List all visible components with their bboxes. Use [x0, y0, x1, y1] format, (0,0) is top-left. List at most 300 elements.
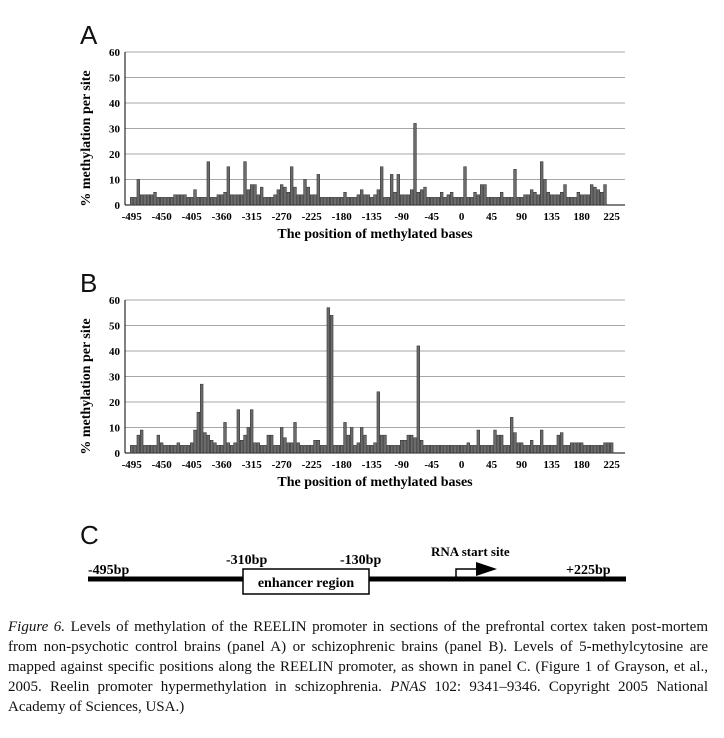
- bar: [227, 167, 230, 205]
- bar: [210, 197, 213, 205]
- bar: [237, 410, 240, 453]
- bar: [570, 197, 573, 205]
- caption-journal: PNAS: [390, 679, 427, 695]
- y-tick-label: 50: [109, 72, 120, 85]
- x-tick-label: -225: [301, 211, 322, 223]
- bar: [564, 445, 567, 453]
- bar: [597, 445, 600, 453]
- x-tick-label: 135: [543, 211, 560, 223]
- x-tick-label: 225: [603, 459, 620, 471]
- bar: [274, 445, 277, 453]
- bar: [484, 445, 487, 453]
- bar: [304, 180, 307, 206]
- x-tick-label: -450: [151, 459, 172, 471]
- bar: [277, 190, 280, 205]
- bar: [517, 197, 520, 205]
- bar: [327, 308, 330, 453]
- panel-c-label: C: [80, 520, 99, 550]
- bar: [287, 192, 290, 205]
- bar: [544, 180, 547, 206]
- bar: [200, 384, 203, 453]
- bar: [547, 445, 550, 453]
- bar: [230, 445, 233, 453]
- y-tick-label: 60: [109, 295, 120, 307]
- bar: [604, 185, 607, 205]
- bar: [410, 435, 413, 453]
- bar: [500, 192, 503, 205]
- bar: [490, 197, 493, 205]
- bar: [420, 440, 423, 453]
- bar: [324, 445, 327, 453]
- bar: [337, 445, 340, 453]
- bar: [514, 433, 517, 453]
- bar: [207, 435, 210, 453]
- bar: [304, 445, 307, 453]
- bar: [490, 445, 493, 453]
- bar: [384, 197, 387, 205]
- bar: [444, 445, 447, 453]
- bar: [454, 197, 457, 205]
- bar: [570, 443, 573, 453]
- bar: [550, 195, 553, 205]
- bar: [520, 197, 523, 205]
- bar: [434, 197, 437, 205]
- bar: [354, 445, 357, 453]
- bar: [337, 197, 340, 205]
- bar: [424, 187, 427, 205]
- bar: [527, 445, 530, 453]
- caption-text: Levels of methylation of the REELIN promoter in sections of the prefrontal cortex taken post-mortem from non-psychotic control brains (panel A) or schizophrenic brains (panel B). Levels of 5-methylcytosine are mapped against specific positions along the REELIN promoter, as shown in panel C. (Figure 1 of Grayson, et al., 2005. Reelin promoter hypermethylation in schizophrenia.: [8, 619, 708, 695]
- bar: [150, 195, 153, 205]
- bar: [234, 195, 237, 205]
- bar: [190, 443, 193, 453]
- arrow-head-icon: [476, 562, 497, 576]
- x-tick-label: -495: [121, 211, 142, 223]
- x-tick-label: -315: [241, 211, 262, 223]
- bar: [274, 195, 277, 205]
- bar: [254, 185, 257, 205]
- bar: [407, 435, 410, 453]
- bar: [420, 190, 423, 205]
- bar: [470, 445, 473, 453]
- bar: [334, 197, 337, 205]
- chart-panel-b: [70, 288, 630, 503]
- bar: [520, 443, 523, 453]
- bar: [534, 192, 537, 205]
- bar: [590, 445, 593, 453]
- bar: [284, 438, 287, 453]
- bar: [584, 445, 587, 453]
- bar: [254, 443, 257, 453]
- bar: [187, 445, 190, 453]
- bar: [257, 195, 260, 205]
- bar: [310, 195, 313, 205]
- x-tick-label: -135: [361, 459, 382, 471]
- y-axis-label: % methylation per site: [79, 70, 94, 207]
- bar: [330, 197, 333, 205]
- x-tick-label: -45: [424, 211, 440, 223]
- bar: [394, 192, 397, 205]
- bar: [530, 190, 533, 205]
- x-tick-label: -315: [241, 459, 262, 471]
- bar: [194, 190, 197, 205]
- figure-caption: [8, 617, 708, 717]
- bar: [257, 443, 260, 453]
- bar: [557, 195, 560, 205]
- bar: [244, 162, 247, 205]
- x-tick-label: 135: [543, 459, 560, 471]
- y-tick-label: 30: [109, 371, 120, 384]
- bar: [330, 315, 333, 453]
- bar: [290, 443, 293, 453]
- bar: [324, 197, 327, 205]
- panel-a-label: A: [80, 20, 98, 50]
- bar: [540, 162, 543, 205]
- bar: [504, 197, 507, 205]
- bar: [234, 443, 237, 453]
- bar: [440, 192, 443, 205]
- x-tick-label: -405: [181, 459, 202, 471]
- bar: [250, 185, 253, 205]
- bar: [140, 430, 143, 453]
- bar: [134, 445, 137, 453]
- bar: [607, 443, 610, 453]
- bar: [190, 197, 193, 205]
- bar: [530, 440, 533, 453]
- x-tick-label: -450: [151, 211, 172, 223]
- bar: [204, 433, 207, 453]
- bar: [370, 445, 373, 453]
- bar: [480, 185, 483, 205]
- x-tick-label: 0: [458, 459, 465, 471]
- bar: [217, 445, 220, 453]
- bar: [427, 197, 430, 205]
- bar: [170, 445, 173, 453]
- x-tick-label: -495: [121, 459, 142, 471]
- bar: [437, 197, 440, 205]
- bar: [267, 197, 270, 205]
- bar: [357, 195, 360, 205]
- bar: [527, 195, 530, 205]
- bar: [437, 445, 440, 453]
- bar: [377, 190, 380, 205]
- bar: [447, 195, 450, 205]
- bar: [404, 195, 407, 205]
- bar: [167, 197, 170, 205]
- bar: [300, 445, 303, 453]
- y-tick-label: 20: [109, 149, 120, 161]
- caption-text-end: 102: 9341–9346. Copyright 2005 National Academy of Sciences, USA.): [8, 679, 708, 715]
- bar: [157, 435, 160, 453]
- bar: [214, 197, 217, 205]
- y-tick-label: 30: [109, 123, 120, 136]
- x-axis-label: The position of methylated bases: [277, 475, 473, 490]
- bar: [580, 443, 583, 453]
- y-tick-label: 10: [109, 422, 120, 435]
- bar: [200, 197, 203, 205]
- y-tick-label: 0: [114, 200, 120, 212]
- x-tick-label: -360: [211, 459, 232, 471]
- bar: [370, 197, 373, 205]
- bar: [430, 197, 433, 205]
- bar: [600, 445, 603, 453]
- x-tick-label: -360: [211, 211, 232, 223]
- bar: [397, 445, 400, 453]
- bar: [224, 192, 227, 205]
- bar: [504, 445, 507, 453]
- bar: [164, 445, 167, 453]
- enhancer-start-label: -310bp: [226, 553, 268, 568]
- promoter-diagram: [0, 535, 724, 605]
- x-tick-label: 180: [573, 211, 590, 223]
- bar: [414, 123, 417, 205]
- bar: [187, 197, 190, 205]
- bar: [460, 445, 463, 453]
- bar: [240, 195, 243, 205]
- bar: [270, 435, 273, 453]
- bar: [290, 167, 293, 205]
- bar: [580, 195, 583, 205]
- enhancer-label: enhancer region: [257, 576, 355, 591]
- bar: [270, 197, 273, 205]
- bar: [404, 440, 407, 453]
- bar: [387, 197, 390, 205]
- bar: [554, 445, 557, 453]
- bar: [300, 195, 303, 205]
- bar: [237, 195, 240, 205]
- bar: [160, 197, 163, 205]
- bar: [577, 443, 580, 453]
- bar: [204, 197, 207, 205]
- bar: [374, 195, 377, 205]
- bar: [464, 445, 467, 453]
- bar: [604, 443, 607, 453]
- bar: [560, 192, 563, 205]
- bar: [224, 422, 227, 453]
- bar: [587, 195, 590, 205]
- bar: [424, 445, 427, 453]
- bar: [317, 440, 320, 453]
- bar: [537, 445, 540, 453]
- x-tick-label: -135: [361, 211, 382, 223]
- bar: [347, 197, 350, 205]
- caption-figure-label: Figure 6.: [8, 619, 66, 635]
- bar: [457, 197, 460, 205]
- bar: [264, 445, 267, 453]
- bar: [364, 435, 367, 453]
- x-axis-label: The position of methylated bases: [277, 227, 473, 242]
- bar: [380, 167, 383, 205]
- bar: [454, 445, 457, 453]
- right-end-label: +225bp: [566, 563, 611, 578]
- bar: [440, 445, 443, 453]
- bar: [497, 197, 500, 205]
- bar: [280, 185, 283, 205]
- y-tick-label: 0: [114, 448, 120, 460]
- x-tick-label: 180: [573, 459, 590, 471]
- bar: [317, 174, 320, 205]
- bar: [610, 443, 613, 453]
- bar: [417, 346, 420, 453]
- bar: [464, 167, 467, 205]
- bar: [294, 187, 297, 205]
- bar: [540, 430, 543, 453]
- bar: [180, 195, 183, 205]
- x-tick-label: -270: [271, 211, 292, 223]
- y-tick-label: 40: [109, 346, 120, 358]
- bar: [247, 428, 250, 454]
- bar: [390, 445, 393, 453]
- bar: [177, 443, 180, 453]
- bar: [550, 445, 553, 453]
- bar: [477, 195, 480, 205]
- bar: [310, 445, 313, 453]
- bar: [364, 195, 367, 205]
- bar: [344, 422, 347, 453]
- bar: [287, 443, 290, 453]
- x-tick-label: -405: [181, 211, 202, 223]
- left-end-label: -495bp: [88, 563, 130, 578]
- bar: [217, 195, 220, 205]
- bar: [307, 187, 310, 205]
- bar: [600, 192, 603, 205]
- bar: [390, 174, 393, 205]
- bar: [134, 197, 137, 205]
- bar: [410, 190, 413, 205]
- x-tick-label: -270: [271, 459, 292, 471]
- bar: [177, 195, 180, 205]
- bar: [510, 197, 513, 205]
- bar: [320, 197, 323, 205]
- bar: [314, 440, 317, 453]
- bar: [537, 195, 540, 205]
- bar: [484, 185, 487, 205]
- bar: [280, 428, 283, 454]
- bar: [154, 192, 157, 205]
- x-tick-label: 90: [516, 211, 528, 223]
- bar: [567, 445, 570, 453]
- bar: [180, 445, 183, 453]
- bar: [260, 445, 263, 453]
- bar: [344, 192, 347, 205]
- bar: [487, 445, 490, 453]
- bar: [260, 187, 263, 205]
- bar: [164, 197, 167, 205]
- bar: [487, 197, 490, 205]
- bar: [294, 422, 297, 453]
- bar: [480, 445, 483, 453]
- bar: [354, 197, 357, 205]
- bar: [374, 443, 377, 453]
- bar: [297, 443, 300, 453]
- bar: [130, 445, 133, 453]
- bar: [154, 445, 157, 453]
- bar: [350, 197, 353, 205]
- bar: [227, 443, 230, 453]
- bar: [494, 430, 497, 453]
- x-tick-label: -180: [331, 211, 352, 223]
- bar: [384, 435, 387, 453]
- bar: [524, 195, 527, 205]
- bar: [587, 445, 590, 453]
- bar: [547, 192, 550, 205]
- rna-start-label: RNA start site: [431, 544, 510, 559]
- bar: [400, 440, 403, 453]
- x-tick-label: -225: [301, 459, 322, 471]
- x-tick-label: 90: [516, 459, 528, 471]
- bar: [377, 392, 380, 453]
- bar: [214, 443, 217, 453]
- bar: [197, 197, 200, 205]
- bar: [474, 192, 477, 205]
- bar: [434, 445, 437, 453]
- bar: [264, 197, 267, 205]
- bar: [564, 185, 567, 205]
- bar: [347, 435, 350, 453]
- x-tick-label: -90: [394, 211, 410, 223]
- bar: [427, 445, 430, 453]
- bar: [137, 180, 140, 206]
- bar: [197, 412, 200, 453]
- x-tick-label: 45: [486, 459, 498, 471]
- bar: [574, 443, 577, 453]
- bar: [584, 195, 587, 205]
- bar: [400, 195, 403, 205]
- bar: [130, 197, 133, 205]
- bar: [220, 445, 223, 453]
- panel-b-label: B: [80, 268, 98, 298]
- x-tick-label: 0: [458, 211, 465, 223]
- y-tick-label: 60: [109, 47, 120, 59]
- bar: [327, 197, 330, 205]
- bar: [144, 195, 147, 205]
- bar: [554, 195, 557, 205]
- bar: [137, 435, 140, 453]
- x-tick-label: -180: [331, 459, 352, 471]
- bar: [467, 197, 470, 205]
- bar: [334, 445, 337, 453]
- bar: [340, 445, 343, 453]
- bar: [407, 195, 410, 205]
- bar: [534, 445, 537, 453]
- bar: [477, 430, 480, 453]
- bar: [174, 445, 177, 453]
- bar: [144, 445, 147, 453]
- bar: [507, 445, 510, 453]
- bar: [560, 433, 563, 453]
- bar: [240, 440, 243, 453]
- bar: [307, 445, 310, 453]
- enhancer-end-label: -130bp: [340, 553, 382, 568]
- bar: [284, 187, 287, 205]
- bar: [147, 445, 150, 453]
- bar: [510, 417, 513, 453]
- bar: [357, 443, 360, 453]
- bar: [430, 445, 433, 453]
- bar: [267, 435, 270, 453]
- x-tick-label: 45: [486, 211, 498, 223]
- bar: [507, 197, 510, 205]
- bar: [557, 435, 560, 453]
- bar: [460, 197, 463, 205]
- chart-panel-a: [70, 40, 630, 255]
- bar: [184, 445, 187, 453]
- bar: [350, 428, 353, 454]
- bar: [320, 445, 323, 453]
- y-tick-label: 20: [109, 397, 120, 409]
- bar: [467, 443, 470, 453]
- y-tick-label: 40: [109, 98, 120, 110]
